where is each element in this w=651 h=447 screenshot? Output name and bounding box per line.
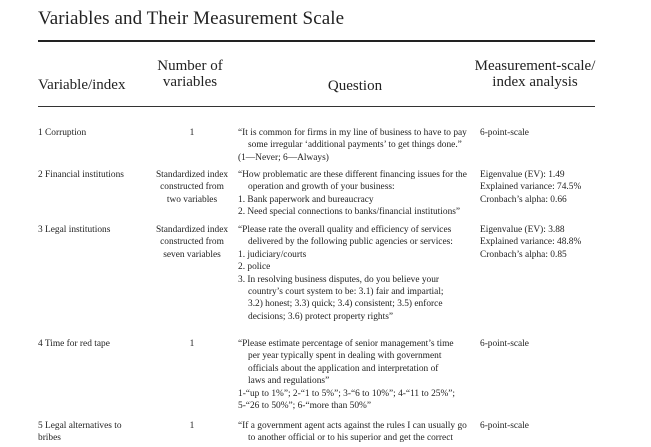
row-measurement-line: 6-point-scale	[480, 421, 529, 431]
row-question-line: “Please estimate percentage of senior management’s time	[238, 339, 454, 349]
row-measurement	[480, 127, 610, 139]
row-number-line: 1	[189, 421, 195, 431]
row-number	[153, 420, 231, 432]
row-question-line: laws and regulations”	[248, 376, 330, 387]
row-variable-line: 1 Corruption	[38, 128, 87, 138]
header-variable: Variable/index	[38, 77, 126, 93]
row-number-line: 1	[189, 128, 195, 138]
row-question	[238, 420, 478, 445]
header-measurement-line: index analysis	[492, 74, 578, 90]
row-variable-line: bribes	[38, 433, 61, 444]
row-variable-line: 3 Legal institutions	[38, 225, 111, 235]
row-question	[238, 169, 478, 219]
row-measurement	[480, 224, 610, 261]
row-measurement-line: Eigenvalue (EV): 1.49	[480, 170, 565, 180]
row-measurement	[480, 338, 610, 350]
row-number-line: Standardized index	[155, 225, 229, 235]
row-measurement-line: Explained variance: 48.8%	[480, 237, 582, 248]
header-measurement-line: Measurement-scale/	[474, 58, 596, 74]
row-number-line: Standardized index	[155, 170, 229, 180]
header-measurement	[465, 58, 605, 90]
row-question-line: 1. Bank paperwork and bureaucracy	[238, 194, 374, 205]
row-variable	[38, 169, 153, 181]
row-number-line: constructed from	[160, 182, 224, 193]
row-number-line: seven variables	[163, 249, 221, 260]
row-number	[153, 169, 231, 206]
row-measurement-line: 6-point-scale	[480, 128, 529, 138]
row-variable	[38, 338, 153, 350]
header-number-line: variables	[162, 74, 218, 90]
row-question-line: “How problematic are these different financing issues for the	[238, 170, 467, 180]
row-question-line: (1—Never; 6—Always)	[238, 152, 329, 163]
row-question	[238, 127, 478, 164]
row-variable	[38, 127, 153, 139]
row-number-line: two variables	[166, 194, 218, 205]
row-question-line: country’s court system to be: 3.1) fair and impartial;	[248, 287, 444, 298]
row-question-line: some irregular ‘additional payments’ to get things done.”	[248, 140, 462, 151]
table-title: Variables and Their Measurement Scale	[38, 8, 345, 29]
row-question-line: to another official or to his superior and get the correct	[248, 433, 453, 444]
row-measurement-line: 6-point-scale	[480, 339, 529, 349]
header-rule	[38, 106, 595, 107]
row-question-line: 1. judiciary/courts	[238, 249, 307, 260]
header-question: Question	[327, 78, 383, 94]
row-variable-line: 4 Time for red tape	[38, 339, 110, 349]
row-variable-line: 5 Legal alternatives to	[38, 421, 122, 431]
top-rule	[38, 40, 595, 42]
row-variable	[38, 420, 153, 445]
row-question-line: 3. In resolving business disputes, do you believe your	[238, 274, 440, 285]
row-measurement	[480, 420, 610, 432]
row-measurement-line: Eigenvalue (EV): 3.88	[480, 225, 565, 235]
row-question	[238, 338, 478, 412]
row-question	[238, 224, 478, 323]
row-measurement-line: Cronbach’s alpha: 0.85	[480, 249, 567, 260]
row-number-line: constructed from	[160, 237, 224, 248]
row-number	[153, 338, 231, 350]
row-question-line: 2. Need special connections to banks/financial institutions”	[238, 207, 461, 218]
row-question-line: per year typically spent in dealing with government	[248, 351, 442, 362]
row-variable	[38, 224, 153, 236]
row-variable-line: 2 Financial institutions	[38, 170, 124, 180]
row-question-line: “Please rate the overall quality and efficiency of services	[238, 225, 452, 235]
row-question-line: decisions; 3.6) protect property rights”	[248, 311, 394, 322]
row-measurement-line: Cronbach’s alpha: 0.66	[480, 194, 567, 205]
header-number-line: Number of	[157, 58, 223, 74]
row-number	[153, 127, 231, 139]
row-question-line: 1-“up to 1%”; 2-“1 to 5%”; 3-“6 to 10%”; 4-“11 to 25%”;	[238, 388, 456, 399]
row-question-line: officials about the application and interpretation of	[248, 363, 439, 374]
row-question-line: “It is common for firms in my line of business to have to pay	[238, 128, 467, 138]
header-number	[150, 58, 230, 90]
row-measurement	[480, 169, 610, 206]
row-number-line: 1	[189, 339, 195, 349]
row-measurement-line: Explained variance: 74.5%	[480, 182, 582, 193]
row-number	[153, 224, 231, 261]
row-question-line: “If a government agent acts against the rules I can usually go	[238, 421, 467, 431]
row-question-line: delivered by the following public agencies or services:	[248, 237, 453, 248]
row-question-line: 5-“26 to 50%”; 6-“more than 50%”	[238, 401, 372, 412]
row-question-line: 2. police	[238, 262, 271, 273]
row-question-line: operation and growth of your business:	[248, 182, 395, 193]
row-question-line: 3.2) honest; 3.3) quick; 3.4) consistent; 3.5) enforce	[248, 299, 443, 310]
